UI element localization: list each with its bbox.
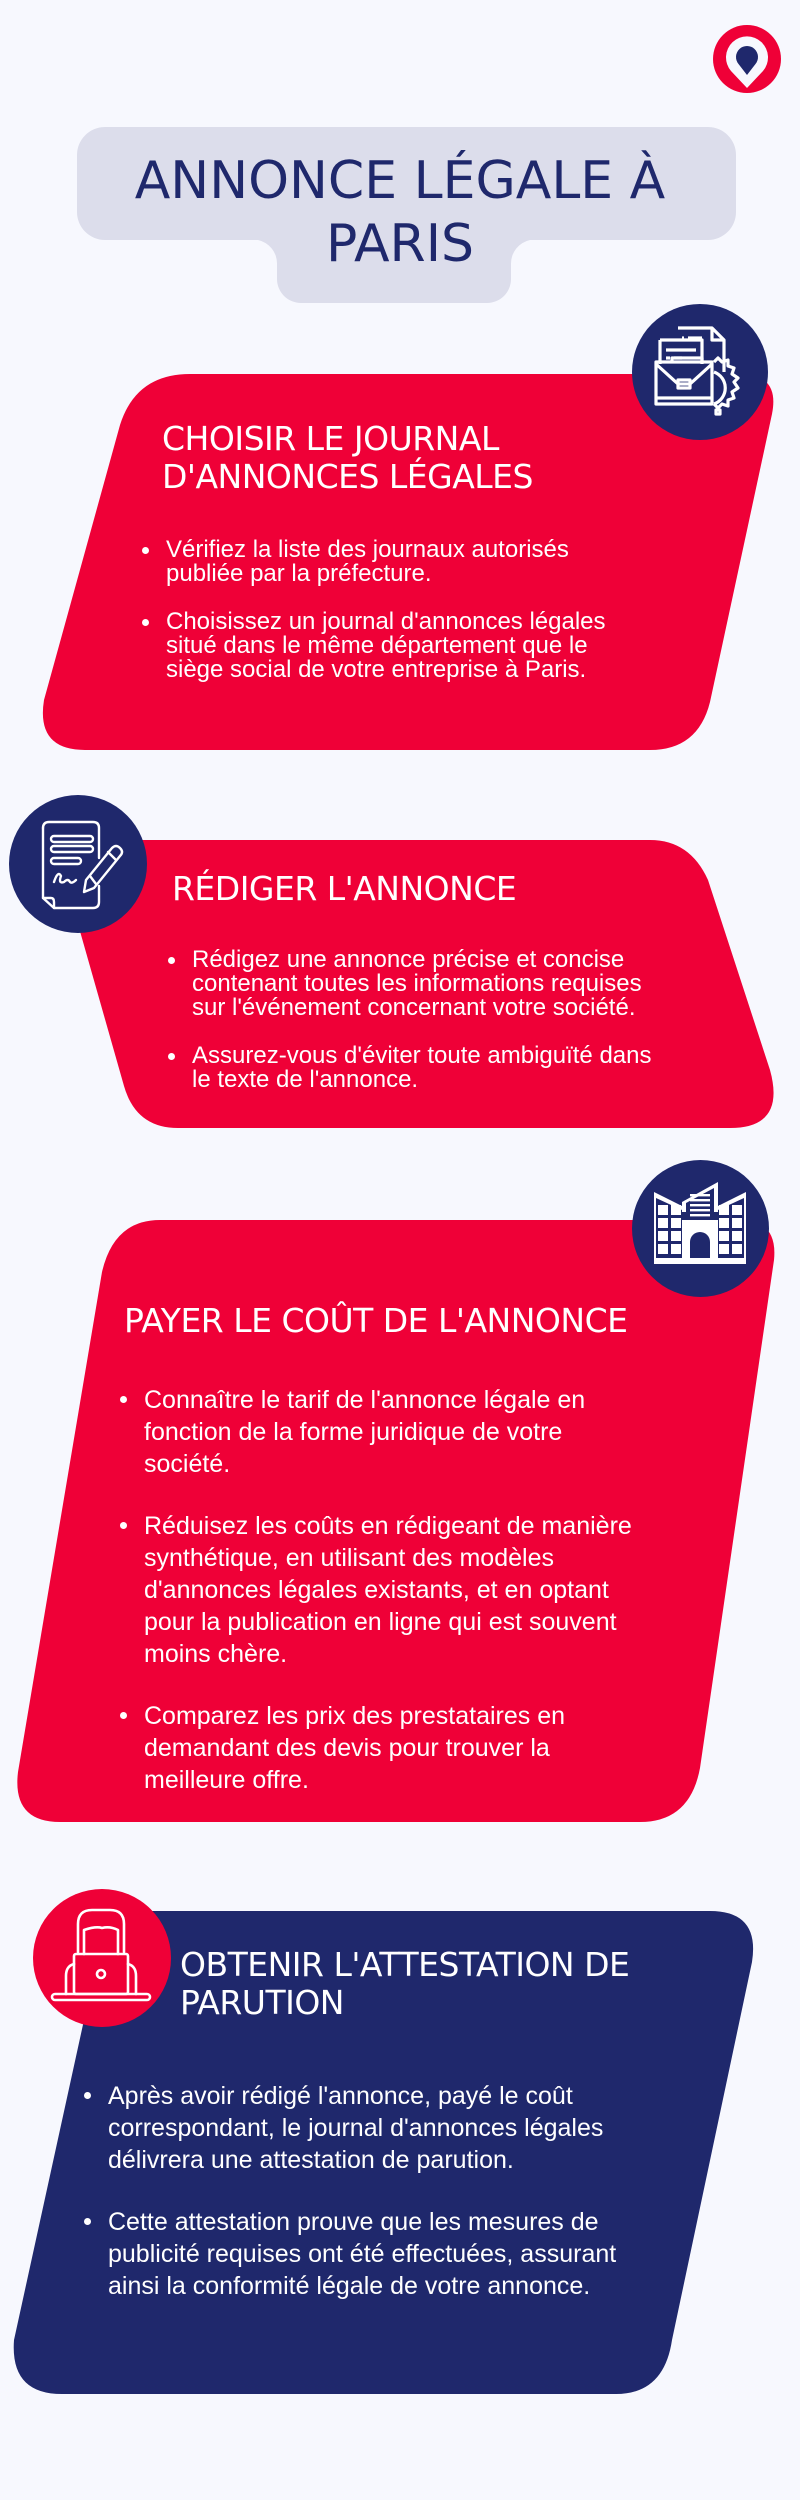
text-line: moins chère. (144, 1640, 288, 1668)
text-line: ainsi la conformité légale de votre annonce. (108, 2272, 591, 2300)
page-title-line-2: PARIS (325, 214, 475, 274)
text-line: délivrera une attestation de parution. (108, 2146, 514, 2174)
text-line: Cette attestation prouve que les mesures de (108, 2208, 599, 2236)
text-line: Réduisez les coûts en rédigeant de manière (144, 1512, 632, 1540)
text-line: contenant toutes les informations requises (192, 970, 642, 997)
text-line: Vérifiez la liste des journaux autorisés (166, 536, 569, 563)
text-line: fonction de la forme juridique de votre (144, 1418, 563, 1446)
text-line: Assurez-vous d'éviter toute ambiguïté dans (192, 1042, 652, 1069)
text-line: D'ANNONCES LÉGALES (162, 457, 533, 496)
text-line: demandant des devis pour trouver la (144, 1734, 550, 1762)
text-line: le texte de l'annonce. (192, 1066, 419, 1093)
bullet-item (82, 2080, 702, 2176)
bullet-item (82, 2206, 702, 2302)
text-line: sur l'événement concernant votre société. (192, 994, 636, 1021)
text-line: Connaître le tarif de l'annonce légale en (144, 1386, 586, 1414)
text-line: publicité requises ont été effectuées, assurant (108, 2240, 617, 2268)
page-title-line-1: ANNONCE LÉGALE À (134, 151, 666, 211)
text-line: Rédigez une annonce précise et concise (192, 946, 625, 973)
step-title (180, 1946, 629, 2022)
text-line: CHOISIR LE JOURNAL (162, 419, 499, 458)
text-line: PARUTION (180, 1983, 344, 2022)
text-line: synthétique, en utilisant des modèles (144, 1544, 554, 1572)
text-line: pour la publication en ligne qui est souvent (144, 1608, 617, 1636)
text-line: d'annonces légales existants, et en optant (144, 1576, 609, 1604)
step-bullets (82, 2080, 702, 2332)
text-line: situé dans le même département que le (166, 632, 588, 659)
text-line: PAYER LE COÛT DE L'ANNONCE (124, 1301, 628, 1340)
text-line: Choisissez un journal d'annonces légales (166, 608, 606, 635)
text-line: publiée par la préfecture. (166, 560, 432, 587)
text-line: siège social de votre entreprise à Paris. (166, 656, 587, 683)
text-line: Comparez les prix des prestataires en (144, 1702, 566, 1730)
text-line: RÉDIGER L'ANNONCE (172, 869, 517, 908)
person-laptop-icon (48, 1906, 158, 2006)
text-line: correspondant, le journal d'annonces légales (108, 2114, 604, 2142)
text-line: Après avoir rédigé l'annonce, payé le coût (108, 2082, 573, 2110)
text-line: société. (144, 1450, 231, 1478)
text-line: meilleure offre. (144, 1766, 309, 1794)
text-line: OBTENIR L'ATTESTATION DE (180, 1945, 630, 1984)
